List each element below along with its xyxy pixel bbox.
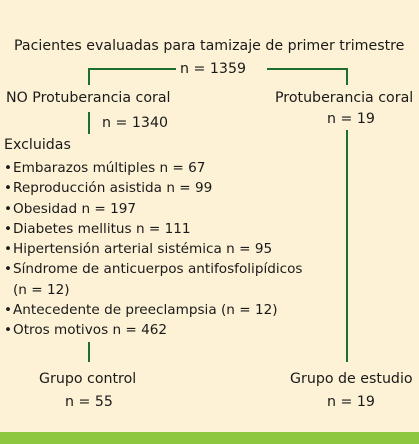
excluded-item-continuation-text: (n = 12) [13,281,70,298]
connector-right-drop [346,68,348,85]
excluded-heading: Excluidas [4,137,71,153]
excluded-item-text: Hipertensión arterial sistémica n = 95 [13,241,273,258]
excluded-item [4,300,303,320]
bullet-icon: • [4,241,13,258]
footer-bar [0,432,419,444]
connector-left-drop [88,68,90,85]
bullet-icon: • [4,322,13,339]
excluded-item [4,199,303,219]
excluded-item-text: Otros motivos n = 462 [13,322,168,339]
connector-top-right-horizontal [267,68,348,70]
study-group-label: Grupo de estudio [290,371,413,387]
excluded-item-text: Obesidad n = 197 [13,200,137,217]
excluded-item-text: Reproducción asistida n = 99 [13,180,213,197]
excluded-item [4,239,303,259]
no-protuberance-count: n = 1340 [102,115,169,131]
bullet-icon: • [4,220,13,237]
excluded-item [4,259,303,279]
bullet-icon: • [4,200,13,217]
excluded-list [4,158,303,341]
excluded-item-text: Diabetes mellitus n = 111 [13,220,191,237]
excluded-item [4,178,303,198]
excluded-item-text: Embarazos múltiples n = 67 [13,160,206,176]
study-group-count: n = 19 [327,394,375,410]
connector-left-to-control [88,342,90,362]
protuberance-label: Protuberancia coral [275,90,414,106]
screened-patients-label: Pacientes evaluadas para tamizaje de primer trimestre [14,38,405,54]
excluded-item-continuation [4,280,303,300]
screened-patients-count: n = 1359 [180,61,247,77]
protuberance-count: n = 19 [327,111,375,127]
connector-left-to-count [88,112,90,134]
bullet-icon: • [4,160,13,176]
excluded-item-text: Síndrome de anticuerpos antifosfolipídicos [13,261,303,278]
bullet-icon: • [4,180,13,197]
control-group-label: Grupo control [39,371,137,387]
no-protuberance-label: NO Protuberancia coral [6,90,171,106]
control-group-count: n = 55 [65,394,113,410]
excluded-item [4,219,303,239]
excluded-item [4,320,303,340]
excluded-item [4,158,303,178]
excluded-item-text: Antecedente de preeclampsia (n = 12) [13,302,278,319]
connector-right-to-study [346,130,348,362]
bullet-icon: • [4,302,13,319]
bullet-icon: • [4,261,13,278]
connector-top-left-horizontal [88,68,176,70]
